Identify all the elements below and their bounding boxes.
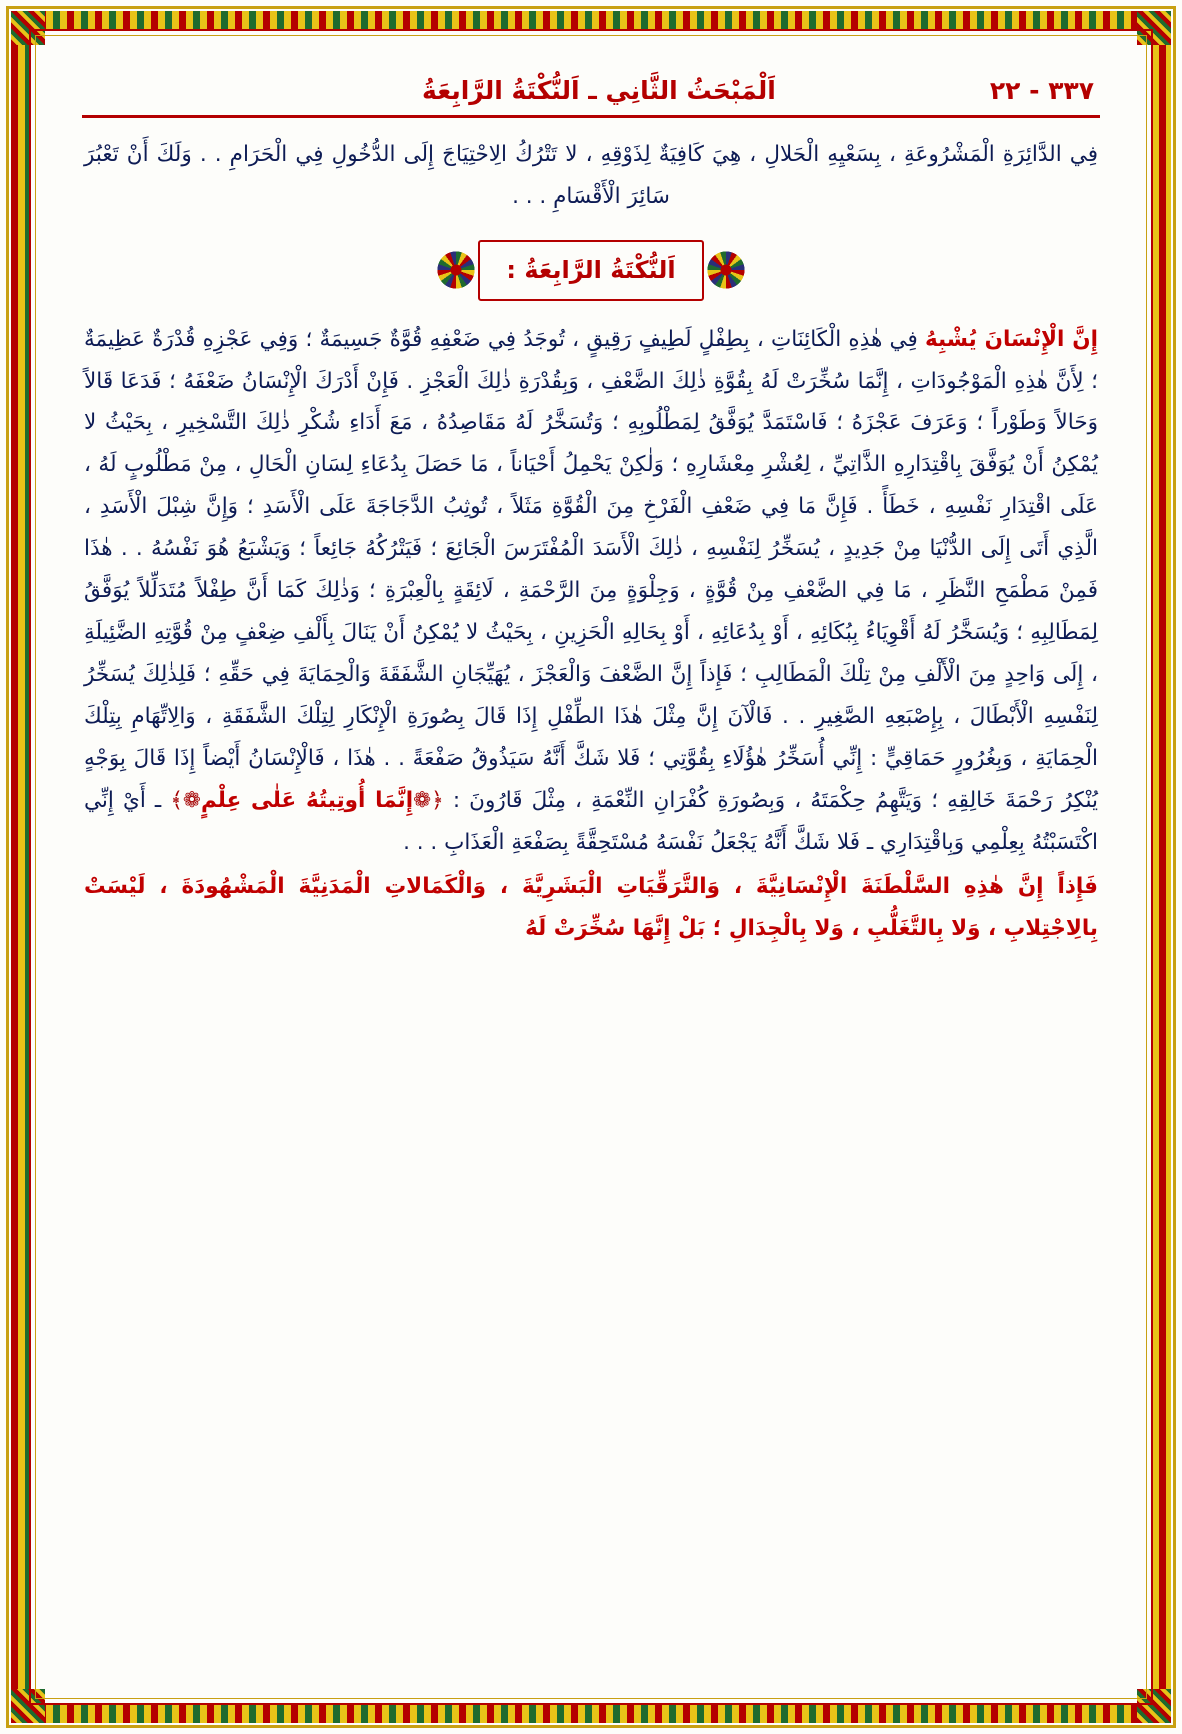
section-heading-block <box>84 240 1098 301</box>
quran-ornament-open-icon: ﴿❁ <box>413 787 444 813</box>
header-divider <box>82 115 1100 118</box>
ornament-left-icon <box>704 250 748 290</box>
ornament-right-icon <box>434 250 478 290</box>
section-heading: اَلنُّكْتَةُ الرَّابِعَةُ : <box>478 240 703 301</box>
main-paragraph-tail: ـ أَيْ إِنِّي اكْتَسَبْتُهُ بِعِلْمِي وَبِاقْتِدَارِي ـ فَلا شَكَّ أَنَّهُ يَجْعَلُ نَفْسَهُ مُسْتَحِقَّةً بِصَفْعَةِ الْعَذَابِ . . . <box>84 787 1098 855</box>
quran-verse: إِنَّمَا أُوتِيتُهُ عَلٰى عِلْمٍ <box>200 787 414 813</box>
top-paragraph: فِي الدَّائِرَةِ الْمَشْرُوعَةِ ، بِسَعْيِهِ الْحَلالِ ، هِيَ كَافِيَةٌ لِذَوْقِهِ ، لا تَتْرُكُ الِاحْتِيَاجَ إِلَى الدُّخُولِ فِي الْحَرَامِ . . وَلَكَ أَنْ تَعْبُرَ سَائِرَ الْأَقْسَامِ . . . <box>84 142 1098 209</box>
page-header <box>78 72 1104 105</box>
main-paragraph <box>84 319 1098 864</box>
body-text <box>78 134 1104 949</box>
page-title: اَلْمَبْحَثُ الثَّانِي ـ اَلنُّكْتَةُ الرَّابِعَةُ <box>422 76 776 105</box>
closing-paragraph: فَإِذاً إِنَّ هٰذِهِ السَّلْطَنَةَ الْإِنْسَانِيَّةَ ، وَالتَّرَقِّيَاتِ الْبَشَرِيَّةَ ، وَالْكَمَالاتِ الْمَدَنِيَّةَ الْمَشْهُودَةَ ، لَيْسَتْ بِالِاجْتِلابِ ، وَلا بِالتَّغَلُّبِ ، وَلا بِالْجِدَالِ ؛ بَلْ إِنَّهَا سُخِّرَتْ لَهُ <box>84 873 1098 941</box>
main-paragraph-body: فِي هٰذِهِ الْكَائِنَاتِ ، بِطِفْلٍ لَطِيفٍ رَقِيقٍ ، تُوجَدُ فِي ضَعْفِهِ قُوَّةٌ جَسِيمَةٌ ؛ وَفِي عَجْزِهِ قُدْرَةٌ عَظِيمَةٌ ؛ لِأَنَّ هٰذِهِ الْمَوْجُودَاتِ ، إِنَّمَا سُخِّرَتْ لَهُ بِقُوَّةِ ذٰلِكَ الضَّعْفِ ، وَبِقُدْرَةِ ذٰلِكَ الْعَجْزِ . فَإِنْ أَدْرَكَ الْإِنْسَانُ ضَعْفَهُ ؛ فَدَعَا قَالاً وَحَالاً وَطَوْراً ؛ وَعَرَفَ عَجْزَهُ ؛ فَاسْتَمَدَّ يُوَفَّقُ لِمَطْلُوبِهِ ؛ وَتُسَخَّرُ لَهُ مَقَاصِدُهُ ، مَعَ أَدَاءِ شُكْرِ ذٰلِكَ التَّسْخِيرِ ، بِحَيْثُ لا يُمْكِنُ أَنْ يُوَفَّقَ بِاقْتِدَارِهِ الذَّاتِيِّ ، لِعُشْرِ مِعْشَارِهِ ؛ وَلٰكِنْ يَحْمِلُ أَحْيَاناً ، مَا حَصَلَ بِدُعَاءِ لِسَانِ الْحَالِ ، مِنْ مَطْلُوبٍ لَهُ ، عَلَى اقْتِدَارِ نَفْسِهِ ، خَطَأً . فَإِنَّ مَا فِي ضَعْفِ الْفَرْخِ مِنَ الْقُوَّةِ مَثَلاً ، تُوثِبُ الدَّجَاجَةَ عَلَى الْأَسَدِ ؛ وَإِنَّ شِبْلَ الْأَسَدِ ، الَّذِي أَتَى إِلَى الدُّنْيَا مِنْ جَدِيدٍ ، يُسَخِّرُ لِنَفْسِهِ ، ذٰلِكَ الْأَسَدَ الْمُفْتَرَسَ الْجَائِعَ ؛ فَيَتْرُكُهُ جَائِعاً ؛ وَيَشْبَعُ هُوَ نَفْسُهُ . . هٰذَا فَمِنْ مَطْمَحِ النَّظَرِ ، مَا فِي الضَّعْفِ مِنْ قُوَّةٍ ، وَجِلْوَةٍ مِنَ الرَّحْمَةِ ، لَائِقَةٍ بِالْعِبْرَةِ ؛ وَذٰلِكَ كَمَا أَنَّ طِفْلاً مُتَدَلِّلاً يُوَفَّقُ لِمَطَالِبِهِ ؛ وَيُسَخَّرُ لَهُ أَقْوِيَاءُ بِبُكَائِهِ ، أَوْ بِدُعَائِهِ ، أَوْ بِحَالِهِ الْحَزِينِ ، بِحَيْثُ لا يُمْكِنُ أَنْ يَنَالَ بِأَلْفِ ضِعْفٍ مِنْ قُوَّتِهِ الضَّئِيلَةِ ، إِلَى وَاحِدٍ مِنَ الْأَلْفِ مِنْ تِلْكَ الْمَطَالِبِ ؛ فَإِذاً إِنَّ الضَّعْفَ وَالْعَجْزَ ، يُهَيِّجَانِ الشَّفَقَةَ وَالْحِمَايَةَ فِي حَقِّهِ ؛ فَلِذٰلِكَ يُسَخِّرُ لِنَفْسِهِ الْأَبْطَالَ ، بِإِصْبَعِهِ الصَّغِيرِ . . فَالْآنَ إِنَّ مِثْلَ هٰذَا الطِّفْلِ إِذَا قَالَ بِصُورَةِ الْإِنْكَارِ لِتِلْكَ الشَّفَقَةِ ، وَالِاتِّهَامِ بِتِلْكَ الْحِمَايَةِ ، وَبِغُرُورٍ حَمَاقِيٍّ : إِنِّي أُسَخِّرُ هٰؤُلَاءِ بِقُوَّتِي ؛ فَلا شَكَّ أَنَّهُ سَيَذُوقُ صَفْعَةً . . هٰذَا ، فَالْإِنْسَانُ أَيْضاً إِذَا قَالَ بِوَجْهٍ يُنْكِرُ رَحْمَةَ خَالِقِهِ ؛ وَيَتَّهِمُ حِكْمَتَهُ ، وَبِصُورَةِ كُفْرَانِ النِّعْمَةِ ، مِثْلَ قَارُونَ : <box>84 326 1099 813</box>
quran-ornament-close-icon: ❁﴾ <box>170 787 201 813</box>
main-paragraph-lead: إِنَّ الْإِنْسَانَ يُشْبِهُ <box>924 326 1098 352</box>
page-content <box>52 52 1130 1682</box>
page-number: ٣٣٧ - ٢٢ <box>989 76 1094 105</box>
